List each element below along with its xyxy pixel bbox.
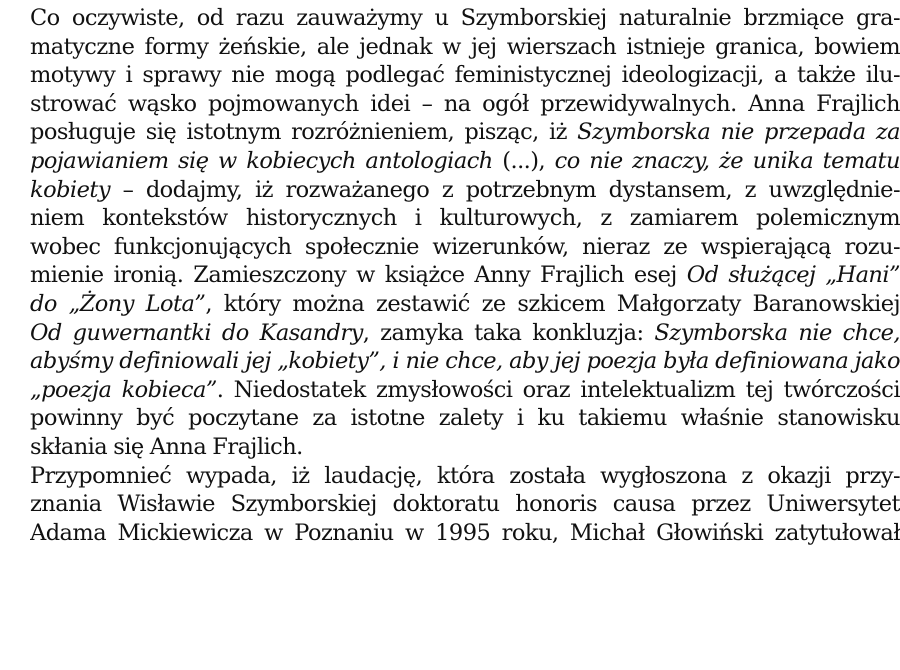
italic-title: do „Żony Lota” bbox=[30, 290, 206, 317]
text-line: skłania się Anna Frajlich. bbox=[30, 433, 303, 460]
italic-quote: kobiety bbox=[30, 176, 110, 203]
text-line: Od guwernantki do Kasandry, zamyka taka konkluzja: Szymborska nie chce, bbox=[30, 319, 900, 346]
text-line: pojawianiem się w kobiecych antologiach (...), co nie znaczy, że unika tematu bbox=[30, 147, 900, 174]
text-line: posługuje się istotnym rozróżnieniem, pisząc, iż Szymborska nie przepada za bbox=[30, 119, 900, 146]
italic-quote: Szymborska nie przepada za bbox=[577, 119, 900, 146]
text-line: znania Wisławie Szymborskiej doktoratu honoris causa przez Uniwersytet bbox=[30, 491, 900, 518]
document-page bbox=[30, 4, 900, 547]
text-line: matyczne formy żeńskie, ale jednak w jej wierszach istnieje granica, bowiem bbox=[30, 33, 900, 60]
text-line: Co oczywiste, od razu zauważymy u Szymborskiej naturalnie brzmiące gra- bbox=[30, 5, 900, 31]
italic-quote: co nie znaczy, że unika tematu bbox=[554, 147, 900, 174]
text-line bbox=[30, 347, 900, 376]
italic-title: Od służącej „Hani” bbox=[686, 262, 900, 289]
text-line: wobec funkcjonujących społecznie wizerunków, nieraz ze wspierającą rozu- bbox=[30, 233, 900, 260]
text-line: Adama Mickiewicza w Poznaniu w 1995 roku, Michał Głowiński zatytułował bbox=[30, 519, 900, 546]
paragraph-1 bbox=[30, 4, 900, 462]
text-line: niem kontekstów historycznych i kulturowych, z zamiarem polemicznym bbox=[30, 205, 900, 232]
text-line: „poezja kobieca”. Niedostatek zmysłowości oraz intelektualizm tej twórczości bbox=[30, 376, 900, 403]
italic-title: Od guwernantki do Kasandry bbox=[30, 319, 363, 346]
italic-quote: pojawianiem się w kobiecych antologiach bbox=[30, 147, 493, 174]
text-line: motywy i sprawy nie mogą podlegać feministycznej ideologizacji, a także ilu- bbox=[30, 62, 900, 89]
text-line: mienie ironią. Zamieszczony w książce Anny Frajlich esej Od służącej „Hani” bbox=[30, 262, 900, 289]
text-line: Przypomnieć wypada, iż laudację, która została wygłoszona z okazji przy- bbox=[30, 462, 900, 489]
italic-quote: abyśmy definiowali jej „kobiety”, i nie chce, aby jej poezja była definiowana jako bbox=[30, 348, 900, 375]
text-line: do „Żony Lota”, który można zestawić ze szkicem Małgorzaty Baranowskiej bbox=[30, 290, 900, 317]
text-line: strować wąsko pojmowanych idei – na ogół przewidywalnych. Anna Frajlich bbox=[30, 90, 900, 117]
text-line: kobiety – dodajmy, iż rozważanego z potrzebnym dystansem, z uwzględnie- bbox=[30, 176, 900, 203]
text-line: powinny być poczytane za istotne zalety i ku takiemu właśnie stanowisku bbox=[30, 405, 900, 432]
paragraph-2 bbox=[30, 462, 900, 548]
italic-quote: Szymborska nie chce, bbox=[654, 319, 900, 346]
italic-quote: „poezja kobieca” bbox=[30, 376, 217, 403]
